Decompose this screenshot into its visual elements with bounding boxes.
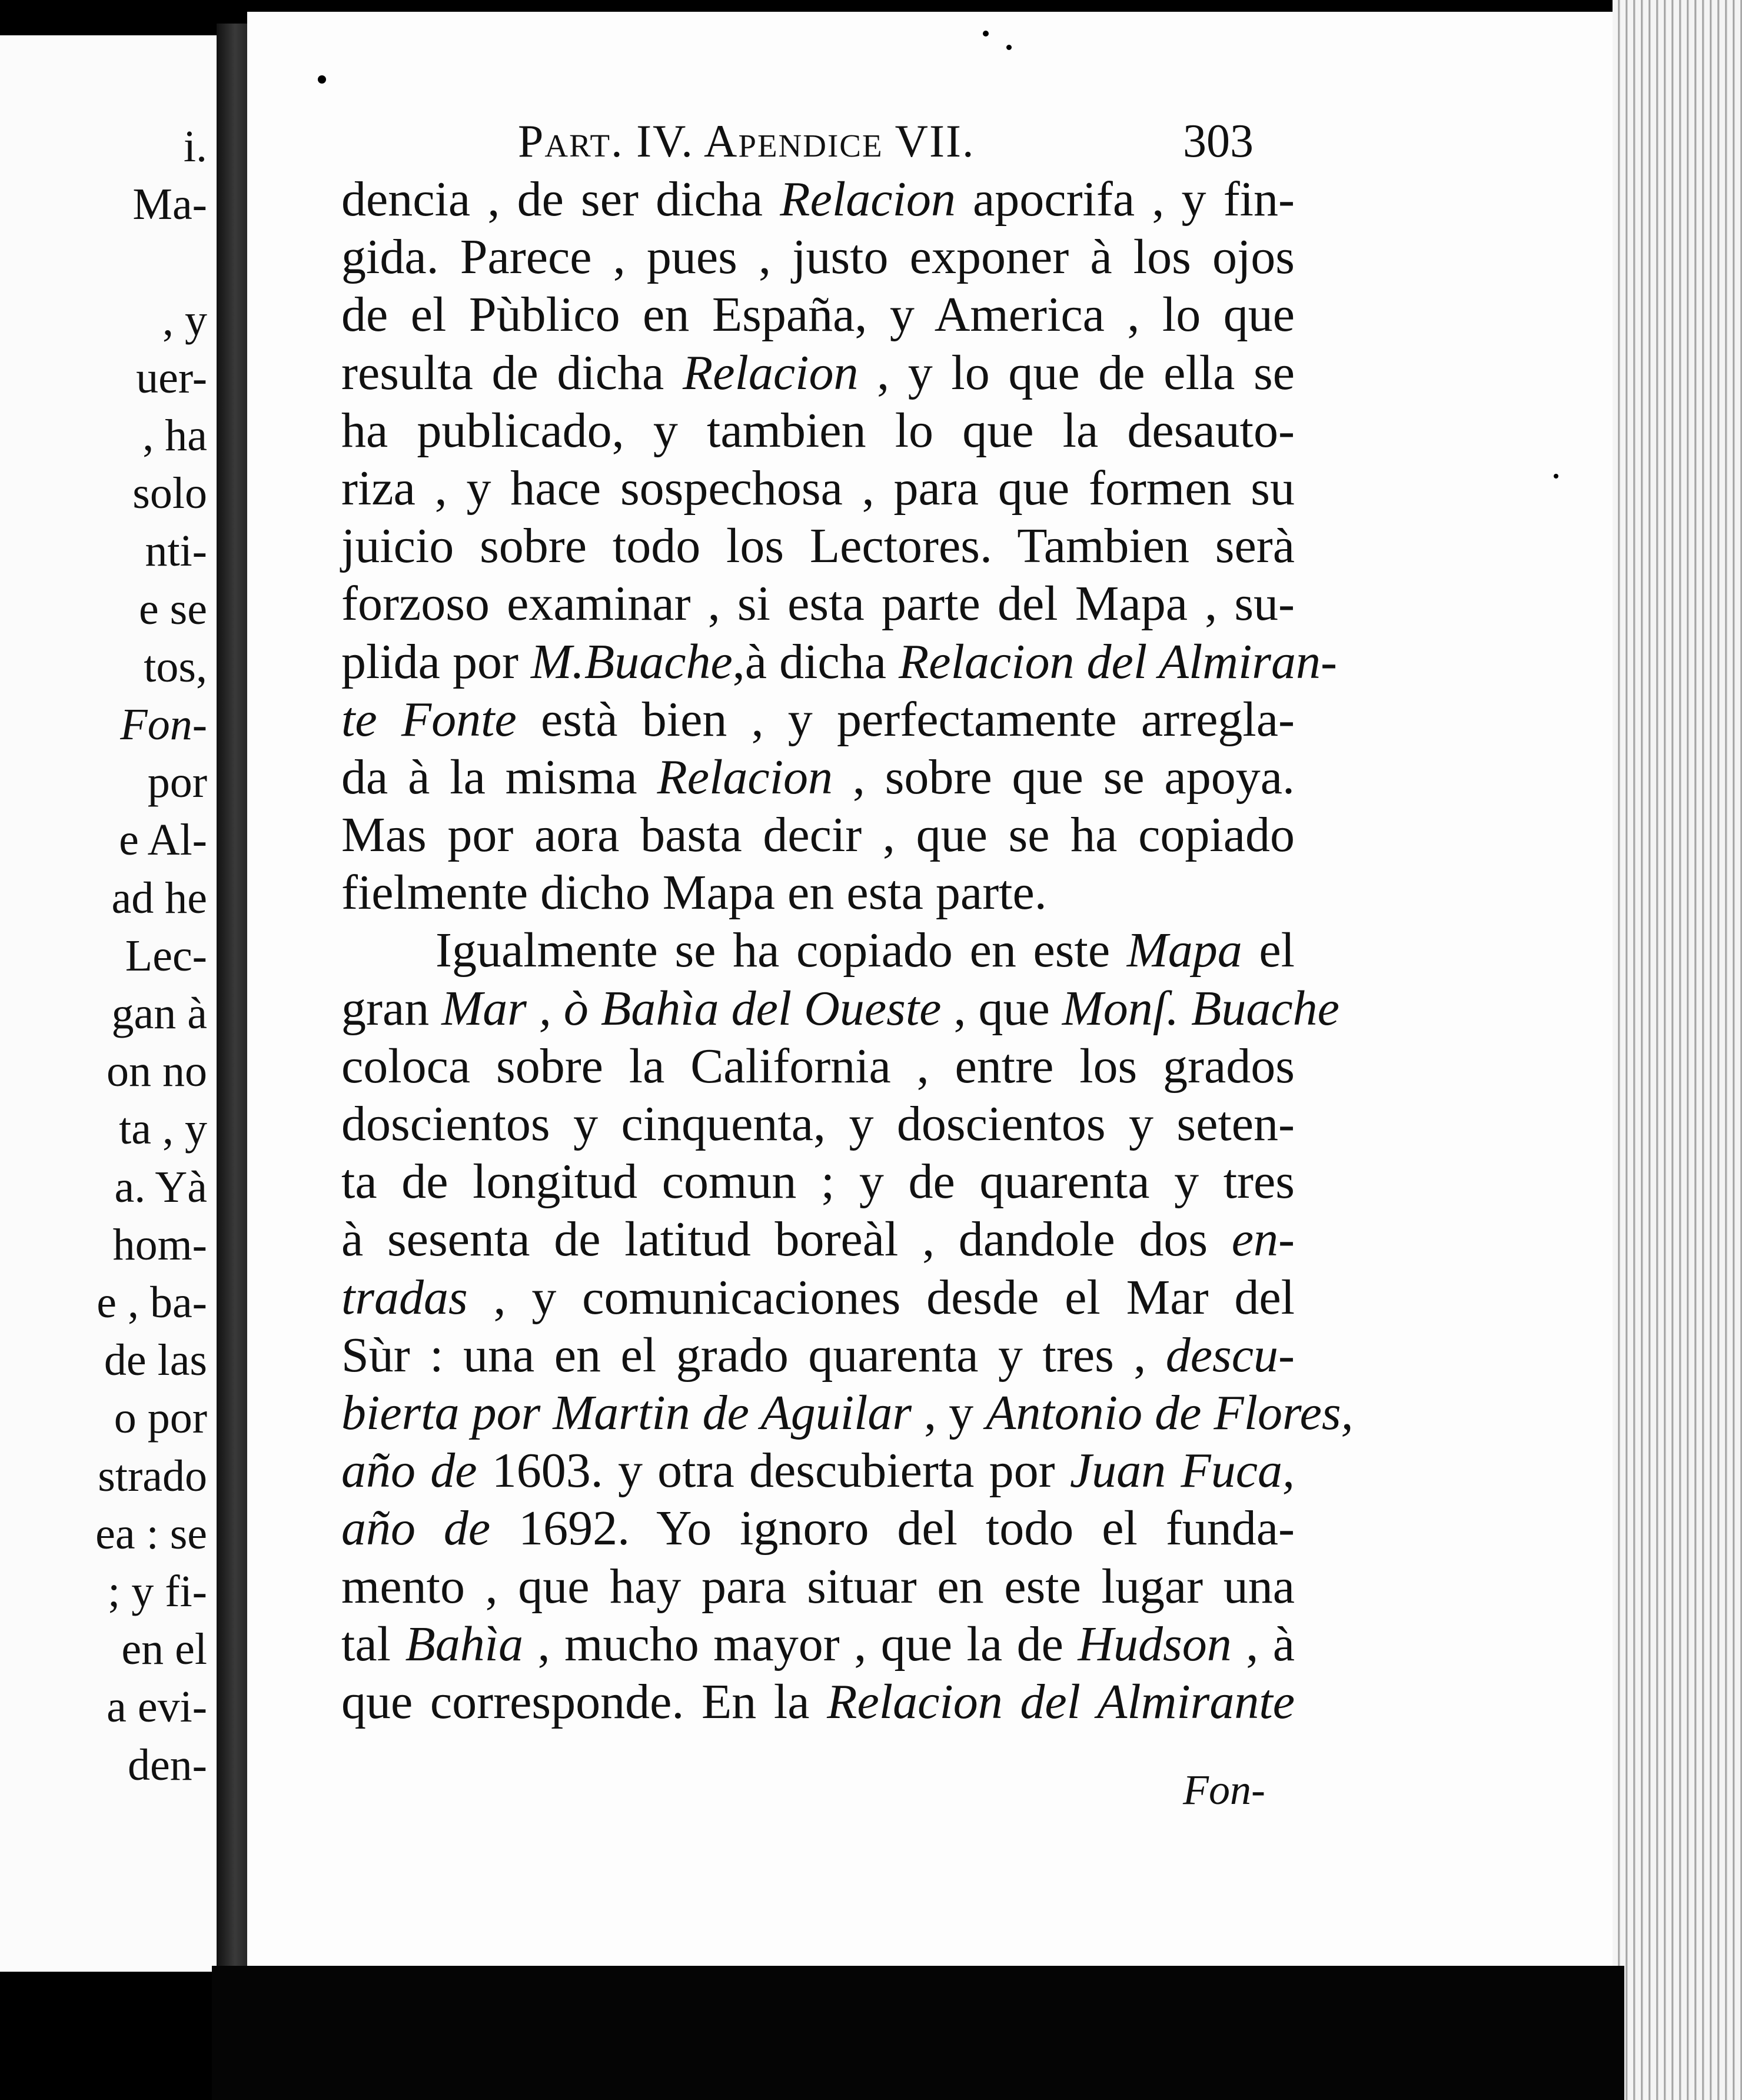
text-run: tal xyxy=(341,1616,405,1672)
text-line xyxy=(341,1327,1295,1384)
text-run: 1692. Yo ignoro del todo el funda- xyxy=(490,1501,1295,1556)
running-head: Part. IV. Apendice VII. xyxy=(518,115,975,167)
text-line xyxy=(341,1384,1354,1442)
text-line xyxy=(341,691,1295,749)
text-line xyxy=(341,1616,1295,1673)
text-run: mento , que hay para situar en este lugar una xyxy=(341,1559,1295,1614)
text-run: fielmente dicho Mapa en esta parte. xyxy=(341,865,1047,921)
text-line xyxy=(341,171,1295,228)
text-line xyxy=(341,286,1295,344)
text-run: , à xyxy=(1231,1616,1295,1672)
italic-text: Relacion del Almiran- xyxy=(898,634,1337,689)
text-line xyxy=(341,1500,1295,1557)
left-page-fragment: , y xyxy=(162,295,207,345)
text-line xyxy=(341,1038,1295,1095)
text-run: apocrifa , y fin- xyxy=(955,172,1295,227)
page-number: 303 xyxy=(1183,115,1254,167)
text-run: Sùr : una en el grado quarenta y tres , xyxy=(341,1327,1166,1383)
text-line xyxy=(341,1558,1295,1616)
text-line xyxy=(341,575,1295,633)
text-run: dencia , de ser dicha xyxy=(341,172,780,227)
left-page-fragment: Ma- xyxy=(132,180,207,230)
text-line xyxy=(341,922,1295,979)
text-run: gran xyxy=(341,981,442,1036)
italic-text: en- xyxy=(1231,1212,1295,1267)
text-line xyxy=(341,864,1295,922)
left-page-fragment: i. xyxy=(183,122,207,171)
left-page-fragment: de las xyxy=(104,1335,207,1385)
text-run: resulta de dicha xyxy=(341,345,683,400)
italic-text: Relacion xyxy=(657,749,833,805)
left-page-fragment: solo xyxy=(132,468,207,519)
left-page-fragment: , ha xyxy=(142,411,207,460)
body-text xyxy=(341,171,1354,1731)
text-run: ta de longitud comun ; y de quarenta y tres xyxy=(341,1154,1295,1210)
text-run: gida. Parece , pues , justo exponer à los ojos xyxy=(341,230,1295,285)
left-page-fragment: por xyxy=(147,757,207,808)
page-edges xyxy=(1613,0,1742,2100)
italic-text: Antonio de Flores, xyxy=(986,1385,1354,1440)
text-line xyxy=(341,402,1295,460)
left-page-fragment: o por xyxy=(114,1393,207,1443)
text-run: da à la misma xyxy=(341,749,657,805)
text-run: , que xyxy=(941,981,1062,1036)
text-run: juicio sobre todo los Lectores. Tambien serà xyxy=(341,519,1295,574)
text-line xyxy=(341,806,1295,864)
text-run: , y xyxy=(912,1385,986,1440)
left-page-fragment: en el xyxy=(121,1624,207,1674)
text-run: 1603. y otra descubierta por xyxy=(477,1443,1070,1498)
left-page-fragment: nti- xyxy=(145,526,207,576)
text-run: el xyxy=(1242,923,1295,978)
left-page-fragment: den- xyxy=(127,1740,207,1790)
left-page-fragment: gan à xyxy=(111,989,207,1038)
left-page-fragment: tos, xyxy=(144,642,207,692)
catchword: Fon- xyxy=(1183,1766,1265,1813)
text-run: ha publicado, y tambien lo que la desauto- xyxy=(341,403,1295,458)
text-line xyxy=(341,1211,1295,1268)
italic-text: año de xyxy=(341,1443,477,1498)
text-run: Mas por aora basta decir , que se ha copiado xyxy=(341,808,1295,863)
italic-text: bierta por Martin de Aguilar xyxy=(341,1385,912,1440)
left-page-fragment: e se xyxy=(138,584,207,634)
left-page-fragment: ad he xyxy=(111,873,207,923)
italic-text: año de xyxy=(341,1501,491,1556)
left-page-fragment: ; y fi- xyxy=(108,1567,207,1616)
text-line xyxy=(341,1095,1295,1153)
text-run: , y comunicaciones desde el Mar del xyxy=(467,1270,1295,1325)
left-facing-page xyxy=(0,35,222,1972)
text-line xyxy=(341,517,1295,575)
left-page-fragment: strado xyxy=(98,1451,207,1501)
left-page-fragment: a evi- xyxy=(107,1682,207,1732)
text-run: ,à dicha xyxy=(732,634,899,689)
italic-text: Monſ. Buache xyxy=(1062,981,1339,1036)
italic-text: Mar , ò Bahìa del Oueste xyxy=(441,981,942,1036)
italic-text: Mapa xyxy=(1126,923,1242,978)
text-run: està bien , y perfectamente arregla- xyxy=(516,692,1295,747)
text-line xyxy=(341,1442,1295,1500)
text-line xyxy=(341,1269,1295,1327)
page-header xyxy=(271,115,1283,174)
italic-text: Relacion del Almirante xyxy=(827,1674,1295,1729)
left-page-fragment: Lec- xyxy=(125,931,207,981)
text-line xyxy=(341,344,1295,402)
text-run: forzoso examinar , si esta parte del Mapa , su- xyxy=(341,576,1295,632)
bottom-shadow xyxy=(212,1966,1624,2100)
text-run: Igualmente se ha copiado en este xyxy=(436,923,1127,978)
italic-text: Relacion xyxy=(780,172,956,227)
left-page-fragment: uer- xyxy=(136,353,207,403)
text-run: coloca sobre la California , entre los grados xyxy=(341,1038,1295,1094)
text-run: de el Pùblico en España, y America , lo que xyxy=(341,287,1295,343)
left-page-fragment: on no xyxy=(107,1046,207,1096)
text-line xyxy=(341,228,1295,286)
left-page-fragment: Fon- xyxy=(120,700,207,749)
left-page-fragment: ea : se xyxy=(95,1508,207,1559)
text-run: riza , y hace sospechosa , para que formen su xyxy=(341,460,1295,516)
italic-text: Juan Fuca, xyxy=(1069,1443,1295,1498)
text-line xyxy=(341,1153,1295,1211)
italic-text: Hudson xyxy=(1078,1616,1232,1672)
text-line xyxy=(341,633,1337,691)
left-page-fragment: a. Yà xyxy=(114,1162,207,1212)
italic-text: Relacion xyxy=(682,345,859,400)
left-page-fragment: e , ba- xyxy=(97,1278,207,1327)
text-run: , y lo que de ella se xyxy=(858,345,1295,400)
text-line xyxy=(341,749,1295,806)
text-run: à sesenta de latitud boreàl , dandole dos xyxy=(341,1212,1232,1267)
text-run: , mucho mayor , que la de xyxy=(523,1616,1078,1672)
italic-text: descu- xyxy=(1165,1327,1295,1383)
text-run: , sobre que se apoya. xyxy=(833,749,1295,805)
text-line xyxy=(341,1673,1295,1731)
italic-text: tradas xyxy=(341,1270,468,1325)
text-run: doscientos y cinquenta, y doscientos y seten- xyxy=(341,1096,1295,1151)
italic-text: M.Buache xyxy=(530,634,733,689)
text-run: que corresponde. En la xyxy=(341,1674,827,1729)
left-page-fragment: hom- xyxy=(112,1220,207,1270)
italic-text: te Fonte xyxy=(341,692,517,747)
text-line xyxy=(341,980,1339,1038)
left-page-fragment: e Al- xyxy=(119,815,207,865)
italic-text: Bahìa xyxy=(405,1616,524,1672)
left-page-fragment: ta , y xyxy=(119,1104,207,1154)
text-run: plida por xyxy=(341,634,531,689)
text-line xyxy=(341,460,1295,517)
